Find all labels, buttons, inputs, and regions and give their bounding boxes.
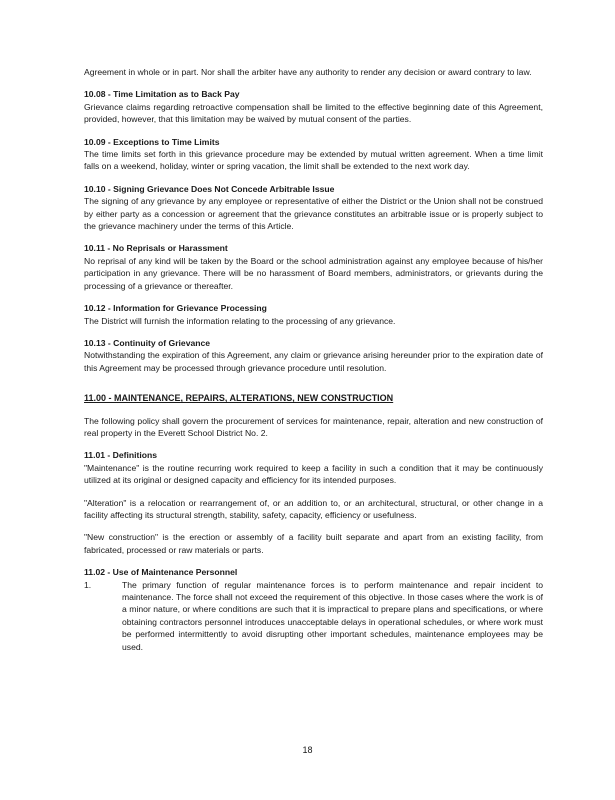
intro-paragraph: Agreement in whole or in part. Nor shall the arbiter have any authority to render any decision or award contrary to law. xyxy=(84,67,532,77)
section-10-11 xyxy=(84,242,543,292)
section-body: The District will furnish the information relating to the processing of any grievance. xyxy=(84,315,396,326)
section-heading: 10.08 - Time Limitation as to Back Pay xyxy=(84,89,240,100)
section-heading: 10.11 - No Reprisals or Harassment xyxy=(84,243,228,254)
section-body: The time limits set forth in this grievance procedure may be extended by mutual written agreement. When a time limit falls on a weekend, holiday, winter or spring vacation, the limit shall be extended to the next work day. xyxy=(84,149,543,172)
section-10-08 xyxy=(84,88,543,125)
article-intro: The following policy shall govern the procurement of services for maintenance, repair, alteration and new construction of real property in the Everett School District No. 2. xyxy=(84,415,543,438)
section-11-02 xyxy=(84,566,543,653)
article-11-00 xyxy=(84,392,543,439)
section-10-09 xyxy=(84,136,543,173)
section-body: The signing of any grievance by any employee or representative of either the District or the Union shall not be construed by either party as a concession or agreement that the grievance constitutes an arbitrable issue or is properly subject to the grievance machinery under the terms of this Article. xyxy=(84,196,543,232)
section-body: Grievance claims regarding retroactive compensation shall be limited to the effective beginning date of this Agreement, provided, however, that this limitation may be waived by mutual consent of the parties. xyxy=(84,101,543,125)
section-10-10 xyxy=(84,183,543,233)
section-heading: 11.02 - Use of Maintenance Personnel xyxy=(84,567,238,578)
section-heading: 11.01 - Definitions xyxy=(84,450,158,461)
article-heading: 11.00 - MAINTENANCE, REPAIRS, ALTERATIONS, NEW CONSTRUCTION xyxy=(84,393,394,404)
section-11-01 xyxy=(84,449,543,556)
section-body: Notwithstanding the expiration of this Agreement, any claim or grievance arising hereunder prior to the expiration date of this Agreement may be processed through grievance procedure until resolution. xyxy=(84,350,543,373)
section-heading: 10.10 - Signing Grievance Does Not Concede Arbitrable Issue xyxy=(84,183,335,194)
list-item-text: The primary function of regular maintenance forces is to perform maintenance and repair incident to maintenance. The force shall not exceed the requirement of this objective. In those cases where the work is of a minor nature, or where conditions are such that it is impractical to prepare plans and specifications, or where obtaining contractors personnel introduces unacceptable delays in operational schedules, or where work must be performed intermittently to avoid disrupting other important schedules, maintenance employees may be used. xyxy=(122,579,543,652)
page-number: 18 xyxy=(302,745,313,755)
definition-alteration: "Alteration" is a relocation or rearrangement of, or an addition to, or an architectural, structural, or other change in a facility affecting its structural strength, stability, safety, capacity, efficiency or usefulness. xyxy=(84,497,543,520)
definition-new-construction: "New construction" is the erection or assembly of a facility built separate and apart from an existing facility, from fabricated, processed or raw materials or parts. xyxy=(84,532,543,555)
list-item-number: 1. xyxy=(84,579,92,590)
list-item xyxy=(84,579,543,653)
section-heading: 10.09 - Exceptions to Time Limits xyxy=(84,136,220,147)
section-heading: 10.13 - Continuity of Grievance xyxy=(84,337,211,348)
section-10-12 xyxy=(84,302,543,327)
definition-maintenance: "Maintenance" is the routine recurring work required to keep a facility in such a condition that it may be continuously utilized at its original or designed capacity and efficiency for its intended purposes. xyxy=(84,462,543,486)
section-body: No reprisal of any kind will be taken by the Board or the school administration against any employee because of his/her participation in any grievance. There will be no harassment of Board members, administrators, or grievants during the processing of a grievance or thereafter. xyxy=(84,255,543,291)
document-page xyxy=(84,66,543,653)
section-heading: 10.12 - Information for Grievance Processing xyxy=(84,303,267,314)
section-10-13 xyxy=(84,337,543,374)
